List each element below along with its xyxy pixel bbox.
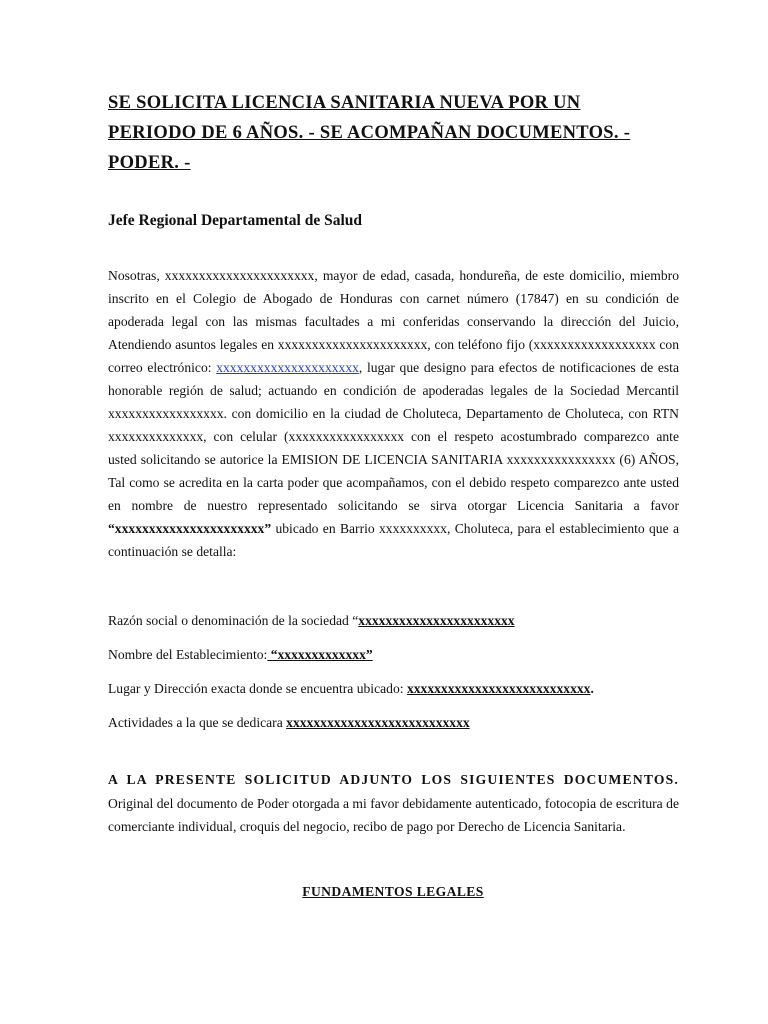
body-paragraph [108,264,679,563]
fundamentos-legales-heading: FUNDAMENTOS LEGALES [302,884,484,899]
heading-line-2: PERIODO DE 6 AÑOS. - SE ACOMPAÑAN DOCUMENTOS. - [108,123,631,143]
email-link[interactable]: xxxxxxxxxxxxxxxxxxxxx [216,360,359,375]
nombre-establecimiento-value: “xxxxxxxxxxxxx” [267,647,373,662]
favor-name: “xxxxxxxxxxxxxxxxxxxxxx” [108,521,272,536]
heading-line-1: SE SOLICITA LICENCIA SANITARIA NUEVA POR UN [108,93,581,113]
actividades-label: Actividades a la que se dedicara [108,715,287,730]
actividades-field [108,714,698,732]
documents-text: Original del documento de Poder otorgada a mi favor debidamente autenticado, fotocopia de escritura de comerciante individual, croquis del negocio, recibo de pago por Derecho de Licencia Sanitaria. [108,795,679,834]
lugar-direccion-field [108,680,698,698]
documents-heading: A LA PRESENTE SOLICITUD ADJUNTO LOS SIGUIENTES DOCUMENTOS. [108,772,679,787]
body-text-part-1: Nosotras, xxxxxxxxxxxxxxxxxxxxxx, mayor de edad, casada, hondureña, de este domicilio, miembro inscrito en el Colegio de Abogado de Honduras con carnet número (17847) en su condición de apoderada legal con las mismas facultades a mi conferidas conservando la dirección del Juicio, Atendiendo asuntos legales en xxxxxxxxxxxxxxxxxxxxxx, con teléfono fijo (xxxxxxxxxxxxxxxxxx con correo electrónico: [108,268,679,375]
heading-line-3: PODER. - [108,153,191,173]
razon-social-label: Razón social o denominación de la sociedad “ [108,613,359,628]
document-heading [108,88,679,178]
documents-paragraph [108,768,679,839]
razon-social-field [108,612,698,630]
recipient-title: Jefe Regional Departamental de Salud [108,212,363,229]
body-text-part-2: , lugar que designo para efectos de notificaciones de esta honorable región de salud; actuando en condición de apoderadas legales de la Sociedad Mercantil xxxxxxxxxxxxxxxxx. con domicilio en la ciudad de Choluteca, Departamento de Choluteca, con RTN xxxxxxxxxxxxxx, con celular (xxxxxxxxxxxxxxxxx con el respeto acostumbrado comparezco ante usted solicitando se autorice la EMISION DE LICENCIA SANITARIA xxxxxxxxxxxxxxxx (6) AÑOS, Tal como se acredita en la carta poder que acompañamos, con el debido respeto comparezco ante usted en nombre de nuestro representado solicitando se sirva otorgar Licencia Sanitaria a favor [108,360,679,513]
lugar-direccion-label: Lugar y Dirección exacta donde se encuentra ubicado: [108,681,407,696]
actividades-value: xxxxxxxxxxxxxxxxxxxxxxxxxxx [286,715,470,730]
nombre-establecimiento-field [108,646,698,664]
lugar-direccion-value: xxxxxxxxxxxxxxxxxxxxxxxxxxx [406,681,591,696]
nombre-establecimiento-label: Nombre del Establecimiento: [108,647,268,662]
body-text-part-3: ubicado en Barrio xxxxxxxxxx, Choluteca, para el establecimiento que a continuación se detalla: [108,521,679,559]
lugar-direccion-period: . [590,681,594,696]
razon-social-value: xxxxxxxxxxxxxxxxxxxxxxx [358,613,515,628]
